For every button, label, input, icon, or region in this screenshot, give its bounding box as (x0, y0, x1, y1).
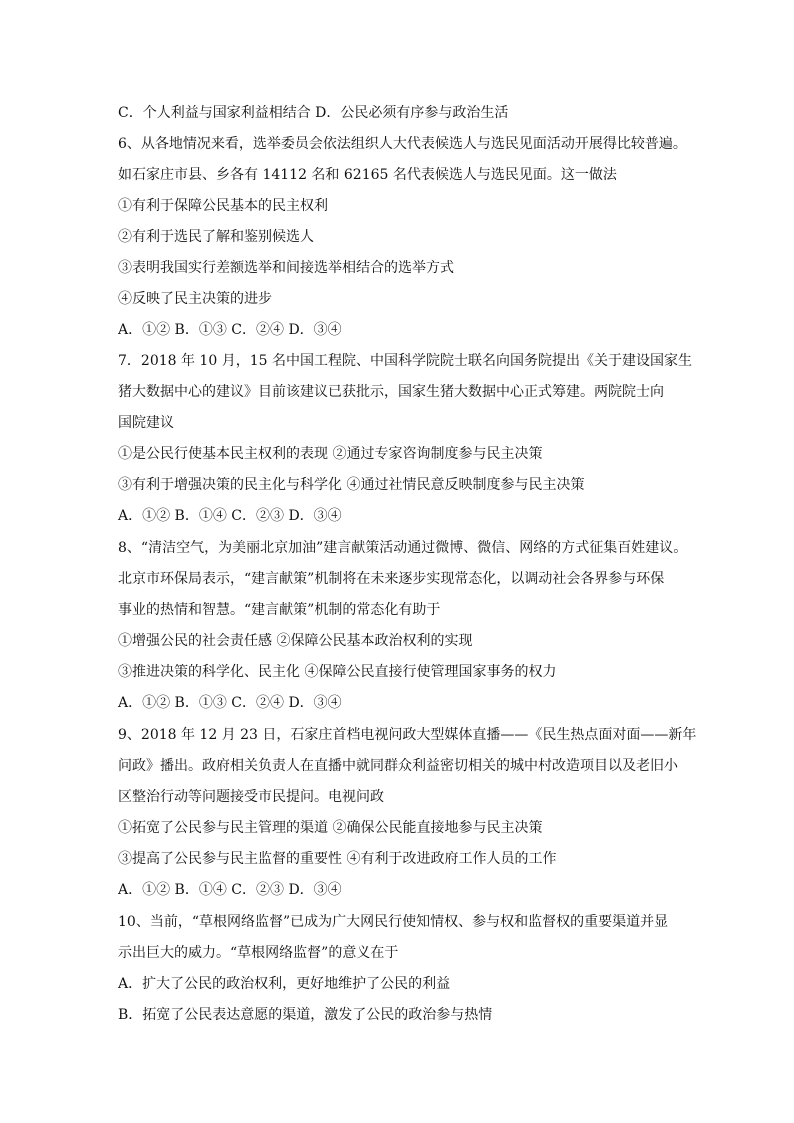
question-text: 区整治行动等问题接受市民提问。电视问政 (118, 789, 384, 805)
question-text: 9、2018 年 12 月 23 日，石家庄首档电视问政大型媒体直播——《民生热点面对面——新年 (118, 727, 697, 743)
answer-options: A．①② B．①③ C．②④ D．③④ (118, 695, 342, 711)
question-text: 如石家庄市县、乡各有 14112 名和 62165 名代表候选人与选民见面。这一做法 (118, 167, 617, 183)
statement-line: ①有利于保障公民基本的民主权利 (118, 198, 328, 214)
statement-line: ③推进决策的科学化、民主化 ④保障公民直接行使管理国家事务的权力 (118, 664, 557, 680)
question-text: 猪大数据中心的建议》目前该建议已获批示，国家生猪大数据中心正式筹建。两院院士向 (118, 384, 664, 400)
statement-line: ①是公民行使基本民主权利的表现 ②通过专家咨询制度参与民主决策 (118, 446, 543, 462)
answer-options: A．①② B．①④ C．②③ D．③④ (118, 508, 342, 524)
answer-options: A．①② B．①③ C．②④ D．③④ (118, 322, 342, 338)
statement-line: ③有利于增强决策的民主化与科学化 ④通过社情民意反映制度参与民主决策 (118, 477, 585, 493)
question-text: 8、“清洁空气，为美丽北京加油”建言献策活动通过微博、微信、网络的方式征集百姓建议。 (118, 540, 688, 556)
answer-options: A．①② B．①④ C．②③ D．③④ (118, 882, 342, 898)
statement-line: ①拓宽了公民参与民主管理的渠道 ②确保公民能直接地参与民主决策 (118, 820, 543, 836)
question-text: 示出巨大的威力。“草根网络监督”的意义在于 (118, 945, 399, 961)
question-text: 7．2018 年 10 月，15 名中国工程院、中国科学院院士联名向国务院提出《关于建设国家生 (118, 353, 692, 369)
question-text: 事业的热情和智慧。“建言献策”机制的常态化有助于 (118, 602, 441, 618)
statement-line: ③表明我国实行差额选举和间接选举相结合的选举方式 (118, 260, 454, 276)
statement-line: ①增强公民的社会责任感 ②保障公民基本政治权利的实现 (118, 633, 473, 649)
statement-line: ②有利于选民了解和鉴别候选人 (118, 229, 314, 245)
option-line: C．个人利益与国家利益相结合 D．公民必须有序参与政治生活 (118, 105, 509, 121)
statement-line: ③提高了公民参与民主监督的重要性 ④有利于改进政府工作人员的工作 (118, 851, 557, 867)
question-text: 10、当前，“草根网络监督”已成为广大网民行使知情权、参与权和监督权的重要渠道并显 (118, 914, 669, 930)
question-text: 国院建议 (118, 415, 174, 431)
option-line: B．拓宽了公民表达意愿的渠道，激发了公民的政治参与热情 (118, 1007, 493, 1023)
question-text: 问政》播出。政府相关负责人在直播中就同群众利益密切相关的城中村改造项目以及老旧小 (118, 758, 678, 774)
statement-line: ④反映了民主决策的进步 (118, 291, 272, 307)
option-line: A．扩大了公民的政治权利，更好地维护了公民的利益 (118, 976, 451, 992)
question-text: 北京市环保局表示，“建言献策”机制将在未来逐步实现常态化，以调动社会各界参与环保 (118, 571, 665, 587)
question-text: 6、从各地情况来看，选举委员会依法组织人大代表候选人与选民见面活动开展得比较普遍。 (118, 136, 687, 152)
